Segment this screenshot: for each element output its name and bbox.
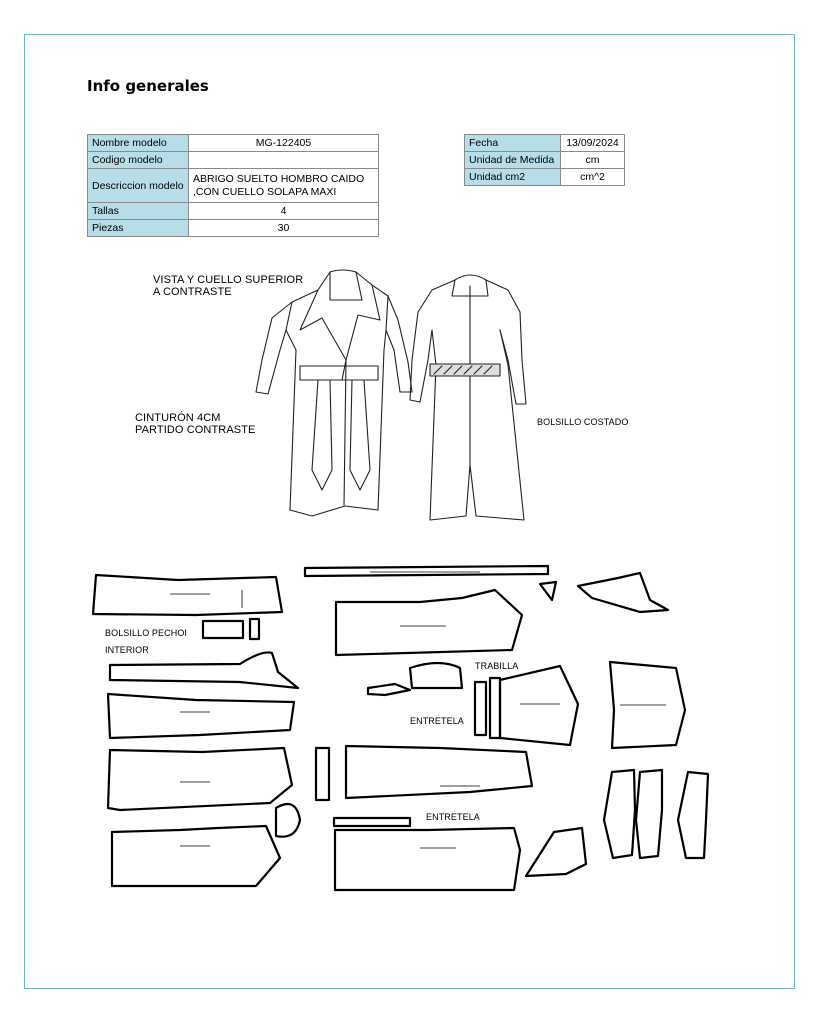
row-label: Tallas xyxy=(88,203,189,220)
row-label: Piezas xyxy=(88,220,189,237)
row-label: Nombre modelo xyxy=(88,135,189,152)
row-value: ABRIGO SUELTO HOMBRO CAIDO ,CON CUELLO SOLAPA MAXI xyxy=(189,169,379,203)
row-label: Unidad de Medida xyxy=(465,152,561,169)
row-label: Fecha xyxy=(465,135,561,152)
row-value: 13/09/2024 xyxy=(561,135,625,152)
row-value: cm xyxy=(561,152,625,169)
annotation-line: CINTURÓN 4CM xyxy=(135,412,221,424)
pocket-annotation: BOLSILLO COSTADO xyxy=(537,417,629,427)
section-title: Info generales xyxy=(87,77,209,95)
pattern-label-pocket-2: INTERIOR xyxy=(105,645,149,655)
pattern-label-entretela: ENTRETELA xyxy=(410,716,464,726)
pattern-label-trabilla: TRABILLA xyxy=(475,661,519,671)
row-value: 30 xyxy=(189,220,379,237)
annotation-line: VISTA Y CUELLO SUPERIOR xyxy=(153,274,304,286)
pattern-label-pocket xyxy=(105,628,187,639)
row-label: Unidad cm2 xyxy=(465,169,561,186)
annotation-line: A CONTRASTE xyxy=(153,286,232,298)
row-value: MG-122405 xyxy=(189,135,379,152)
row-value: cm^2 xyxy=(561,169,625,186)
annotation-line: PARTIDO CONTRASTE xyxy=(135,424,256,436)
pattern-label-entretela: ENTRETELA xyxy=(426,812,480,822)
row-label: Descriccion modelo xyxy=(88,169,189,203)
row-value: 4 xyxy=(189,203,379,220)
pattern-label-line: BOLSILLO PECHOI xyxy=(105,628,188,638)
row-label: Codigo modelo xyxy=(88,152,189,169)
